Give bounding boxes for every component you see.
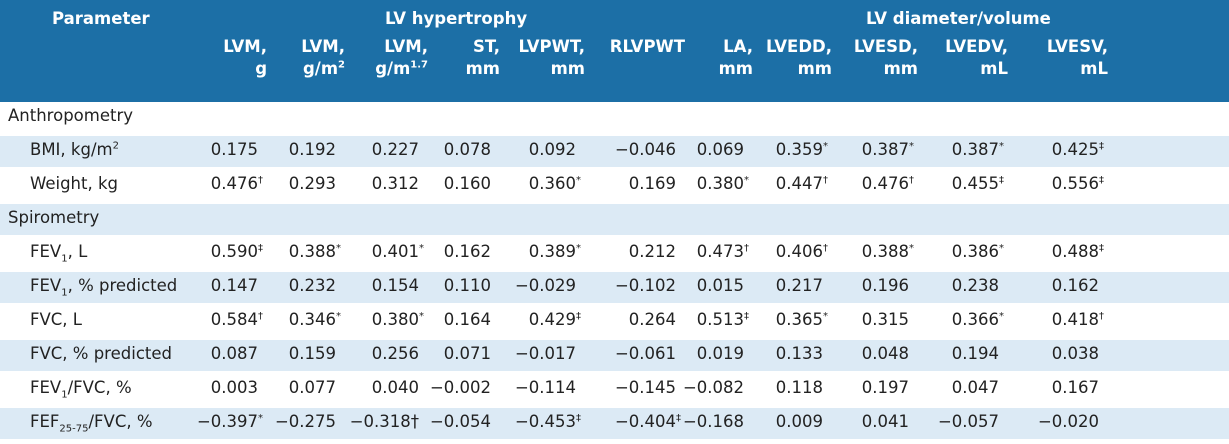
column-header-line2: mm bbox=[718, 59, 753, 78]
table-cell: 0.488‡ bbox=[1051, 242, 1104, 261]
cell-value: 0.147 bbox=[210, 276, 258, 295]
cell-value: 0.387 bbox=[861, 140, 909, 159]
table-cell bbox=[495, 140, 585, 159]
row-label-subscript: 1 bbox=[61, 287, 68, 299]
column-header bbox=[255, 36, 345, 80]
cell-value: −0.082 bbox=[682, 378, 744, 397]
row-label-text: Weight, kg bbox=[30, 174, 119, 193]
table-row bbox=[0, 374, 1229, 405]
cell-value: 0.380 bbox=[371, 310, 419, 329]
column-header-line1: LVESV, bbox=[1046, 37, 1108, 56]
column-header bbox=[410, 36, 500, 80]
cell-value: 0.167 bbox=[1051, 378, 1099, 397]
table-cell bbox=[663, 412, 753, 431]
cell-value: 0.154 bbox=[371, 276, 419, 295]
cell-value: 0.425 bbox=[1051, 140, 1099, 159]
table-row bbox=[0, 272, 1229, 303]
column-header-line2: mm bbox=[550, 59, 585, 78]
cell-value: 0.386 bbox=[951, 242, 999, 261]
column-header bbox=[742, 36, 832, 80]
cell-value: 0.196 bbox=[861, 276, 909, 295]
cell-value: 0.009 bbox=[775, 412, 823, 431]
cell-value: 0.192 bbox=[288, 140, 336, 159]
table-cell bbox=[828, 276, 918, 295]
cell-value: 0.197 bbox=[861, 378, 909, 397]
column-header-line2: mm bbox=[883, 59, 918, 78]
table-cell: 0.360* bbox=[528, 174, 581, 193]
table-cell bbox=[495, 276, 585, 295]
row-label-suffix: /FVC, % bbox=[88, 412, 153, 431]
cell-value: 0.048 bbox=[861, 344, 909, 363]
cell-value: 0.488 bbox=[1051, 242, 1099, 261]
table-cell: 0.447† bbox=[775, 174, 828, 193]
cell-value: −0.020 bbox=[1037, 412, 1099, 431]
table-cell: 0.513‡ bbox=[696, 310, 749, 329]
row-label-subscript: 1 bbox=[61, 253, 68, 265]
table-cell bbox=[828, 378, 918, 397]
row-label bbox=[30, 242, 88, 265]
row-label bbox=[30, 174, 118, 193]
table-cell bbox=[918, 378, 1008, 397]
table-cell bbox=[410, 174, 500, 193]
table-cell bbox=[1018, 378, 1108, 397]
row-label-suffix: /FVC, % bbox=[67, 378, 132, 397]
cell-value: 0.047 bbox=[951, 378, 999, 397]
cell-value: 0.346 bbox=[288, 310, 336, 329]
cell-value: 0.175 bbox=[210, 140, 258, 159]
row-label-text: FVC, L bbox=[30, 310, 82, 329]
cell-value: 0.077 bbox=[288, 378, 336, 397]
column-header bbox=[177, 36, 267, 80]
table-row bbox=[0, 238, 1229, 269]
table-cell: 0.556‡ bbox=[1051, 174, 1104, 193]
cell-value: 0.087 bbox=[210, 344, 258, 363]
cell-value: 0.162 bbox=[443, 242, 491, 261]
cell-value: −0.102 bbox=[614, 276, 676, 295]
cell-value: −0.057 bbox=[937, 412, 999, 431]
row-label bbox=[30, 276, 178, 299]
table-cell bbox=[742, 378, 832, 397]
group-lv-diameter-volume: LV diameter/volume bbox=[866, 9, 1051, 28]
table-cell: 0.429‡ bbox=[528, 310, 581, 329]
table-cell: 0.406† bbox=[775, 242, 828, 261]
row-label-subscript: 25-75 bbox=[59, 423, 89, 435]
column-header bbox=[663, 36, 753, 80]
column-header-line1: LVM, bbox=[223, 37, 267, 56]
row-label-text: Anthropometry bbox=[8, 106, 133, 125]
cell-value: 0.040 bbox=[371, 378, 419, 397]
cell-value: −0.168 bbox=[682, 412, 744, 431]
row-label bbox=[30, 310, 82, 329]
column-header-line2: mm bbox=[465, 59, 500, 78]
table-cell bbox=[742, 412, 832, 431]
table-cell bbox=[410, 310, 500, 329]
table-cell: 0.386* bbox=[951, 242, 1004, 261]
column-header-line1: LVM, bbox=[301, 37, 345, 56]
column-header-line1: LVEDD, bbox=[766, 37, 832, 56]
cell-value: −0.114 bbox=[514, 378, 576, 397]
column-header bbox=[918, 36, 1008, 80]
table-cell bbox=[1018, 412, 1108, 431]
cell-value: 0.455 bbox=[951, 174, 999, 193]
table-body bbox=[0, 102, 1229, 444]
table-cell: 0.455‡ bbox=[951, 174, 1004, 193]
table-cell bbox=[742, 344, 832, 363]
table-cell: 0.401* bbox=[371, 242, 424, 261]
section-label bbox=[8, 208, 99, 227]
cell-value: 0.118 bbox=[775, 378, 823, 397]
table-cell bbox=[177, 140, 267, 159]
table-cell: −0.397* bbox=[196, 412, 263, 431]
table-cell bbox=[918, 344, 1008, 363]
cell-value: 0.264 bbox=[628, 310, 676, 329]
table-cell bbox=[663, 344, 753, 363]
table-cell bbox=[828, 310, 918, 329]
cell-value: 0.212 bbox=[628, 242, 676, 261]
cell-value: −0.061 bbox=[614, 344, 676, 363]
cell-value: 0.312 bbox=[371, 174, 419, 193]
cell-value: 0.110 bbox=[443, 276, 491, 295]
table-cell bbox=[177, 344, 267, 363]
cell-value: 0.169 bbox=[628, 174, 676, 193]
cell-value: 0.256 bbox=[371, 344, 419, 363]
column-header-line2: g bbox=[255, 59, 267, 78]
column-header-line1: RLVPWT bbox=[609, 37, 685, 56]
cell-value: −0.046 bbox=[614, 140, 676, 159]
table-cell bbox=[1018, 276, 1108, 295]
cell-value: 0.159 bbox=[288, 344, 336, 363]
cell-value: −0.453 bbox=[514, 412, 576, 431]
cell-value: 0.387 bbox=[951, 140, 999, 159]
table-cell: 0.584† bbox=[210, 310, 263, 329]
table-cell: 0.389* bbox=[528, 242, 581, 261]
cell-value: 0.360 bbox=[528, 174, 576, 193]
table-cell bbox=[177, 276, 267, 295]
row-label-subscript: 1 bbox=[61, 389, 68, 401]
table-cell bbox=[255, 276, 345, 295]
cell-value: 0.513 bbox=[696, 310, 744, 329]
table-cell: 0.365* bbox=[775, 310, 828, 329]
table-cell: 0.476† bbox=[210, 174, 263, 193]
cell-value: 0.473 bbox=[696, 242, 744, 261]
cell-value: 0.071 bbox=[443, 344, 491, 363]
cell-value: −0.318† bbox=[349, 412, 419, 431]
table-cell: 0.387* bbox=[861, 140, 914, 159]
table-cell: 0.473† bbox=[696, 242, 749, 261]
table-cell bbox=[663, 378, 753, 397]
cell-value: 0.476 bbox=[861, 174, 909, 193]
table-row bbox=[0, 408, 1229, 439]
table-cell: 0.418† bbox=[1051, 310, 1104, 329]
row-label-superscript: 2 bbox=[112, 140, 119, 152]
cell-value: 0.092 bbox=[528, 140, 576, 159]
cell-value: 0.365 bbox=[775, 310, 823, 329]
section-row bbox=[0, 102, 1229, 133]
cell-value: 0.315 bbox=[861, 310, 909, 329]
cell-value: 0.429 bbox=[528, 310, 576, 329]
table-cell: 0.388* bbox=[288, 242, 341, 261]
table-cell bbox=[828, 344, 918, 363]
cell-value: 0.476 bbox=[210, 174, 258, 193]
column-header-superscript: 2 bbox=[338, 59, 345, 71]
table-cell bbox=[663, 276, 753, 295]
table-header bbox=[0, 0, 1229, 102]
cell-value: 0.238 bbox=[951, 276, 999, 295]
cell-value: −0.029 bbox=[514, 276, 576, 295]
column-header-line1: LVEDV, bbox=[945, 37, 1008, 56]
table-cell bbox=[410, 378, 500, 397]
cell-value: 0.401 bbox=[371, 242, 419, 261]
cell-value: 0.019 bbox=[696, 344, 744, 363]
cell-value: 0.194 bbox=[951, 344, 999, 363]
row-label-text: FEV bbox=[30, 276, 62, 295]
cell-value: 0.232 bbox=[288, 276, 336, 295]
table-row bbox=[0, 306, 1229, 337]
table-cell bbox=[410, 140, 500, 159]
cell-value: 0.038 bbox=[1051, 344, 1099, 363]
cell-value: −0.275 bbox=[274, 412, 336, 431]
row-label-text: FEF bbox=[30, 412, 60, 431]
cell-value: −0.145 bbox=[614, 378, 676, 397]
column-header bbox=[495, 36, 585, 80]
column-header-line2: $g/m^2$ bbox=[303, 59, 345, 78]
cell-value: 0.162 bbox=[1051, 276, 1099, 295]
table-cell bbox=[1018, 344, 1108, 363]
section-label bbox=[8, 106, 133, 125]
table-cell: 0.425‡ bbox=[1051, 140, 1104, 159]
table-cell bbox=[828, 412, 918, 431]
column-header-line2: mL bbox=[1080, 59, 1108, 78]
table-cell bbox=[918, 276, 1008, 295]
row-label-text: FEV bbox=[30, 378, 62, 397]
row-label-text: FVC, % predicted bbox=[30, 344, 172, 363]
cell-value: 0.227 bbox=[371, 140, 419, 159]
table-cell bbox=[255, 140, 345, 159]
table-cell: 0.388* bbox=[861, 242, 914, 261]
column-header-line1: LVPWT, bbox=[518, 37, 585, 56]
cell-value: 0.418 bbox=[1051, 310, 1099, 329]
table-cell bbox=[255, 174, 345, 193]
table-row bbox=[0, 170, 1229, 201]
cell-value: 0.359 bbox=[775, 140, 823, 159]
table-row bbox=[0, 340, 1229, 371]
section-row bbox=[0, 204, 1229, 235]
table-cell bbox=[663, 140, 753, 159]
row-label-suffix: , % predicted bbox=[67, 276, 178, 295]
cell-value: 0.160 bbox=[443, 174, 491, 193]
cell-value: 0.388 bbox=[861, 242, 909, 261]
row-label bbox=[30, 378, 132, 401]
cell-value: 0.069 bbox=[696, 140, 744, 159]
row-label-text: FEV bbox=[30, 242, 62, 261]
table-cell: 0.359* bbox=[775, 140, 828, 159]
table-cell: 0.366* bbox=[951, 310, 1004, 329]
column-header bbox=[828, 36, 918, 80]
row-label bbox=[30, 140, 119, 159]
table-cell bbox=[410, 344, 500, 363]
cell-value: 0.366 bbox=[951, 310, 999, 329]
cell-value: 0.406 bbox=[775, 242, 823, 261]
table-cell bbox=[495, 378, 585, 397]
cell-value: −0.054 bbox=[429, 412, 491, 431]
cell-value: −0.397 bbox=[196, 412, 258, 431]
cell-value: 0.041 bbox=[861, 412, 909, 431]
table-cell bbox=[255, 344, 345, 363]
table-cell: −0.404‡ bbox=[614, 412, 681, 431]
parameter-header: Parameter bbox=[52, 9, 150, 28]
cell-value: 0.380 bbox=[696, 174, 744, 193]
cell-value: −0.002 bbox=[429, 378, 491, 397]
table-cell bbox=[177, 378, 267, 397]
cell-value: 0.217 bbox=[775, 276, 823, 295]
table-cell: 0.476† bbox=[861, 174, 914, 193]
cell-value: 0.584 bbox=[210, 310, 258, 329]
cell-value: 0.293 bbox=[288, 174, 336, 193]
row-label bbox=[30, 344, 172, 363]
cell-value: 0.003 bbox=[210, 378, 258, 397]
row-label bbox=[30, 412, 153, 435]
cell-value: 0.389 bbox=[528, 242, 576, 261]
cell-value: −0.404 bbox=[614, 412, 676, 431]
table-row bbox=[0, 136, 1229, 167]
table-cell: 0.590‡ bbox=[210, 242, 263, 261]
column-header-line1: LVESD, bbox=[853, 37, 918, 56]
table-cell bbox=[742, 276, 832, 295]
table-cell bbox=[255, 378, 345, 397]
table-cell bbox=[410, 412, 500, 431]
cell-value: 0.133 bbox=[775, 344, 823, 363]
cell-value: 0.015 bbox=[696, 276, 744, 295]
table-cell bbox=[918, 412, 1008, 431]
cell-value: −0.017 bbox=[514, 344, 576, 363]
cell-value: 0.164 bbox=[443, 310, 491, 329]
column-header-superscript: 1.7 bbox=[410, 59, 428, 71]
row-label-suffix: , L bbox=[67, 242, 88, 261]
column-header-line2: mm bbox=[797, 59, 832, 78]
table-cell: −0.453‡ bbox=[514, 412, 581, 431]
cell-value: 0.590 bbox=[210, 242, 258, 261]
cell-value: 0.556 bbox=[1051, 174, 1099, 193]
table-cell bbox=[410, 242, 500, 261]
column-header-line2: mL bbox=[980, 59, 1008, 78]
table-cell bbox=[495, 344, 585, 363]
column-header bbox=[1018, 36, 1108, 80]
row-label-text: Spirometry bbox=[8, 208, 100, 227]
table-cell bbox=[410, 276, 500, 295]
column-header-line1: ST, bbox=[472, 37, 500, 56]
table-cell: 0.387* bbox=[951, 140, 1004, 159]
column-header-line1: LA, bbox=[723, 37, 753, 56]
column-header-line1: LVM, bbox=[384, 37, 428, 56]
table-cell: 0.346* bbox=[288, 310, 341, 329]
group-lv-hypertrophy: LV hypertrophy bbox=[385, 9, 528, 28]
cell-value: 0.078 bbox=[443, 140, 491, 159]
row-label-text: BMI, kg/m bbox=[30, 140, 113, 159]
table-cell bbox=[255, 412, 345, 431]
column-header-line2: $g/m^{1.7}$ bbox=[375, 59, 428, 78]
cell-value: 0.388 bbox=[288, 242, 336, 261]
table-cell: 0.380* bbox=[371, 310, 424, 329]
table-cell: 0.380* bbox=[696, 174, 749, 193]
cell-value: 0.447 bbox=[775, 174, 823, 193]
